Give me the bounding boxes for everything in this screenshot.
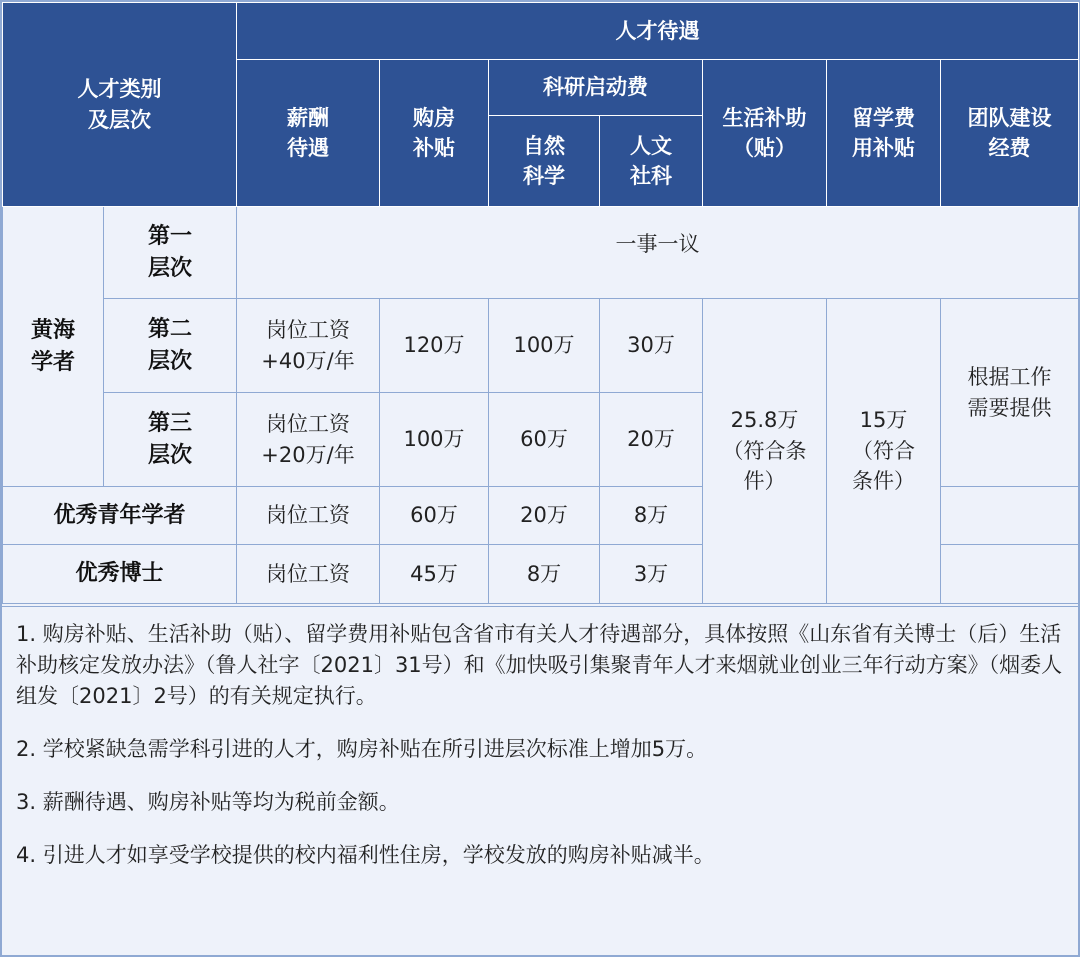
living-allowance: 25.8万 （符合条 件）: [703, 299, 827, 604]
young-scholar-label: 优秀青年学者: [3, 487, 237, 545]
header-living: 生活补助 （贴）: [703, 60, 827, 207]
phd-label: 优秀博士: [3, 545, 237, 604]
young-humanities: 8万: [600, 487, 703, 545]
phd-natural: 8万: [489, 545, 600, 604]
phd-salary: 岗位工资: [237, 545, 380, 604]
young-team-empty: [941, 487, 1079, 545]
team-funding: 根据工作 需要提供: [941, 299, 1079, 487]
note-2: 2. 学校紧缺急需学科引进的人才，购房补贴在所引进层次标准上增加5万。: [16, 737, 708, 762]
phd-team-empty: [941, 545, 1079, 604]
phd-housing: 45万: [380, 545, 489, 604]
level2-housing: 120万: [380, 299, 489, 393]
level3-humanities: 20万: [600, 393, 703, 487]
header-team: 团队建设 经费: [941, 60, 1079, 207]
header-study-abroad: 留学费 用补贴: [827, 60, 941, 207]
young-housing: 60万: [380, 487, 489, 545]
level1-label: 第一 层次: [104, 207, 237, 299]
header-research: 科研启动费: [489, 60, 703, 116]
level2-salary: 岗位工资 +40万/年: [237, 299, 380, 393]
header-natural-science: 自然 科学: [489, 116, 600, 207]
header-humanities: 人文 社科: [600, 116, 703, 207]
phd-humanities: 3万: [600, 545, 703, 604]
note-4: 4. 引进人才如享受学校提供的校内福利性住房，学校发放的购房补贴减半。: [16, 843, 715, 868]
level3-housing: 100万: [380, 393, 489, 487]
huanghai-scholar-label: 黄海 学者: [3, 207, 104, 487]
level3-label: 第三 层次: [104, 393, 237, 487]
notes-section: [2, 606, 1078, 955]
level3-natural: 60万: [489, 393, 600, 487]
level1-case-by-case: 一事一议: [237, 207, 1079, 299]
header-salary: 薪酬 待遇: [237, 60, 380, 207]
level2-label: 第二 层次: [104, 299, 237, 393]
level2-humanities: 30万: [600, 299, 703, 393]
young-natural: 20万: [489, 487, 600, 545]
note-1: 1. 购房补贴、生活补助（贴）、留学费用补贴包含省市有关人才待遇部分，具体按照《山东省有关博士（后）生活补助核定发放办法》（鲁人社字〔2021〕31号）和《加快吸引集聚青年人才来烟就业创业三年行动方案》（烟委人组发〔2021〕2号）的有关规定执行。: [16, 622, 1063, 709]
benefits-table: [2, 2, 1079, 604]
note-3: 3. 薪酬待遇、购房补贴等均为税前金额。: [16, 790, 400, 815]
header-housing: 购房 补贴: [380, 60, 489, 207]
table-row: [3, 299, 1079, 393]
header-category: 人才类别 及层次: [3, 3, 237, 207]
study-abroad-allowance: 15万 （符合 条件）: [827, 299, 941, 604]
header-benefits: 人才待遇: [237, 3, 1079, 60]
level2-natural: 100万: [489, 299, 600, 393]
table-row: [3, 207, 1079, 299]
young-salary: 岗位工资: [237, 487, 380, 545]
level3-salary: 岗位工资 +20万/年: [237, 393, 380, 487]
